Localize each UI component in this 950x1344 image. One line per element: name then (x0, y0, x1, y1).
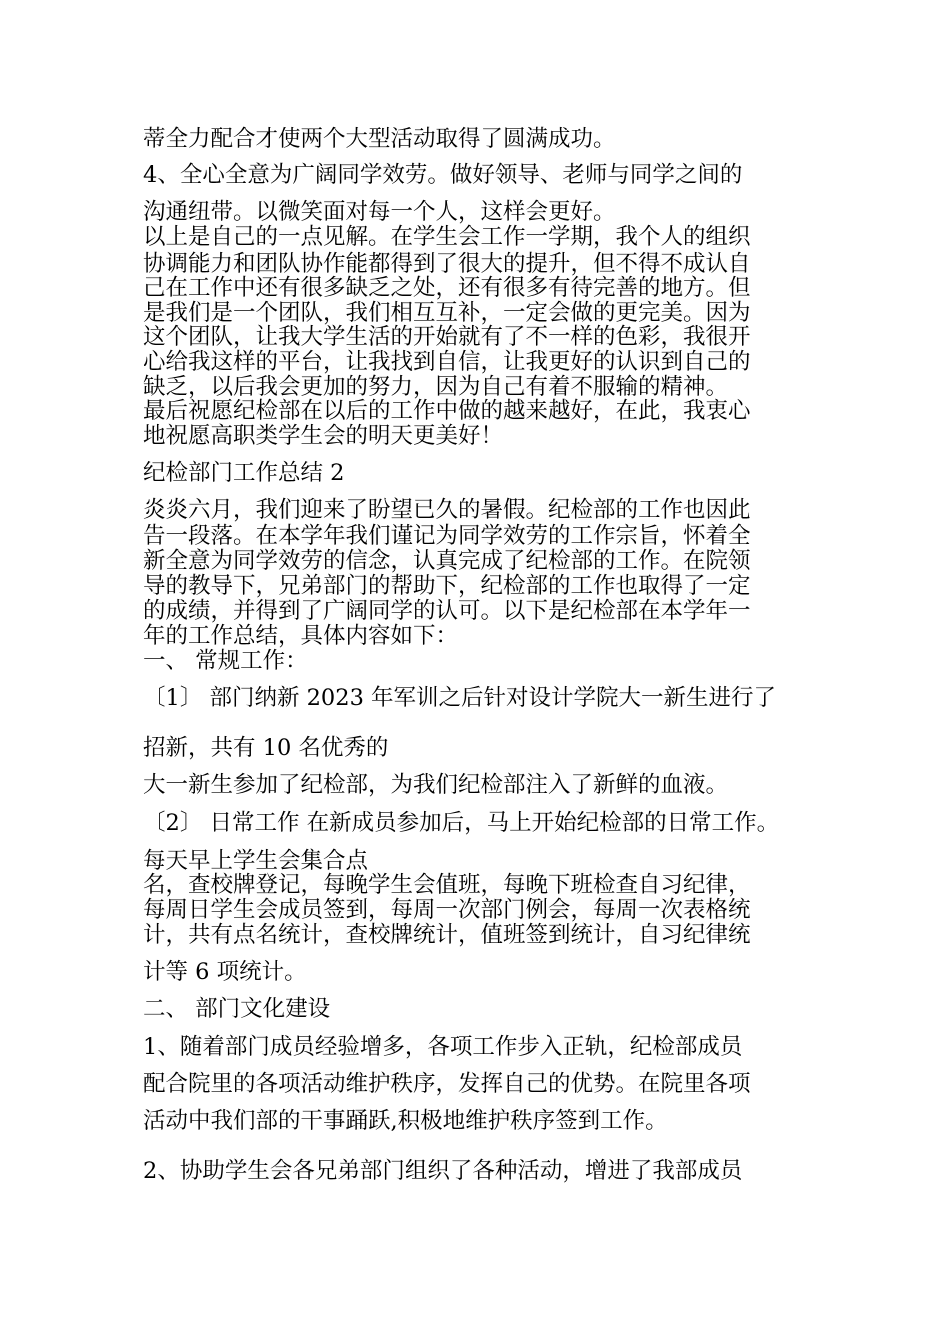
section-heading: 纪检部门工作总结 2 (143, 460, 345, 486)
text-line: 告一段落。在本学年我们谨记为同学效劳的工作宗旨，怀着全 (143, 523, 751, 549)
text-line: 以上是自己的一点见解。在学生会工作一学期，我个人的组织 (143, 224, 751, 250)
text-line: 缺乏，以后我会更加的努力，因为自己有着不服输的精神。 (143, 374, 729, 400)
text-line: 名，查校牌登记，每晚学生会值班，每晚下班检查自习纪律， (143, 872, 751, 898)
text-line: 招新，共有 10 名优秀的 (143, 735, 389, 761)
text-line: 蒂全力配合才使两个大型活动取得了圆满成功。 (143, 126, 616, 152)
text-line: 计，共有点名统计，查校牌统计，值班签到统计，自习纪律统 (143, 922, 751, 948)
text-line: 己在工作中还有很多缺乏之处，还有很多有待完善的地方。但 (143, 275, 751, 301)
text-line: 的成绩，并得到了广阔同学的认可。以下是纪检部在本学年一 (143, 598, 751, 624)
text-line: 心给我这样的平台，让我找到自信，让我更好的认识到自己的 (143, 349, 751, 375)
text-line: 〔2〕 日常工作 在新成员参加后，马上开始纪检部的日常工作。 (143, 810, 780, 836)
text-line: 大一新生参加了纪检部，为我们纪检部注入了新鲜的血液。 (143, 772, 729, 798)
text-line: 配合院里的各项活动维护秩序，发挥自己的优势。在院里各项 (143, 1071, 751, 1097)
text-line: 炎炎六月，我们迎来了盼望已久的暑假。纪检部的工作也因此 (143, 497, 751, 523)
text-line: 4、全心全意为广阔同学效劳。做好领导、老师与同学之间的 (143, 162, 743, 188)
text-line: 是我们是一个团队，我们相互互补，一定会做的更完美。因为 (143, 300, 751, 326)
text-line: 〔1〕 部门纳新 2023 年军训之后针对设计学院大一新生进行了 (143, 685, 777, 711)
text-line: 2、协助学生会各兄弟部门组织了各种活动，增进了我部成员 (143, 1158, 743, 1184)
text-line: 沟通纽带。以微笑面对每一个人，这样会更好。 (143, 199, 616, 225)
text-line: 活动中我们部的干事踊跃,积极地维护秩序签到工作。 (143, 1108, 668, 1134)
text-line: 这个团队，让我大学生活的开始就有了不一样的色彩，我很开 (143, 324, 751, 350)
section-heading: 一、 常规工作： (143, 648, 308, 674)
text-line: 协调能力和团队协作能都得到了很大的提升，但不得不成认自 (143, 251, 751, 277)
text-line: 年的工作总结，具体内容如下： (143, 623, 459, 649)
text-line: 每周日学生会成员签到，每周一次部门例会，每周一次表格统 (143, 897, 751, 923)
text-line: 地祝愿高职类学生会的明天更美好！ (143, 423, 504, 449)
text-line: 导的教导下，兄弟部门的帮助下，纪检部的工作也取得了一定 (143, 573, 751, 599)
text-line: 计等 6 项统计。 (143, 959, 307, 985)
text-line: 每天早上学生会集合点 (143, 848, 369, 874)
text-line: 新全意为同学效劳的信念，认真完成了纪检部的工作。在院领 (143, 548, 751, 574)
text-line: 1、随着部门成员经验增多，各项工作步入正轨，纪检部成员 (143, 1034, 743, 1060)
section-heading: 二、 部门文化建设 (143, 996, 331, 1022)
text-line: 最后祝愿纪检部在以后的工作中做的越来越好，在此，我衷心 (143, 398, 751, 424)
